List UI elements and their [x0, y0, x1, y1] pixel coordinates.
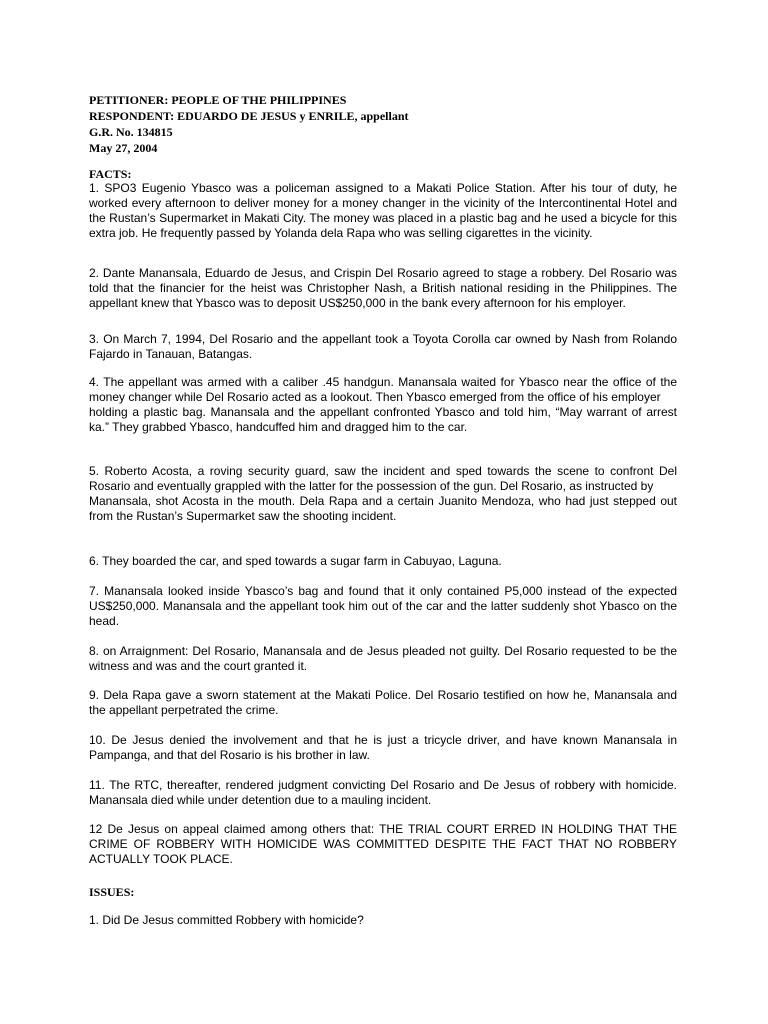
- fact-paragraph-1: 1. SPO3 Eugenio Ybasco was a policeman assigned to a Makati Police Station. After his tour of duty, he worked every afternoon to deliver money for a money changer in the vicinity of the Intercontinental Hotel and the Rustan’s Supermarket in Makati City. The money was placed in a plastic bag and he used a bicycle for this extra job. He frequently passed by Yolanda dela Rapa who was selling cigarettes in the vicinity.: [89, 181, 677, 240]
- respondent-line: RESPONDENT: EDUARDO DE JESUS y ENRILE, appellant: [89, 109, 409, 123]
- issue-1: 1. Did De Jesus committed Robbery with homicide?: [89, 913, 364, 927]
- petitioner-line: PETITIONER: PEOPLE OF THE PHILIPPINES: [89, 93, 347, 107]
- fact-paragraph-4-part-1: 4. The appellant was armed with a caliber .45 handgun. Manansala waited for Ybasco near the office of the money changer while Del Rosario acted as a lookout. Then Ybasco emerged from the office of his employer: [89, 375, 677, 404]
- fact-paragraph-4: [89, 375, 677, 435]
- case-header: [89, 92, 689, 156]
- issues-heading: ISSUES:: [89, 885, 135, 899]
- fact-paragraph-3: 3. On March 7, 1994, Del Rosario and the appellant took a Toyota Corolla car owned by Nash from Rolando Fajardo in Tanauan, Batangas.: [89, 332, 677, 361]
- fact-paragraph-7: 7. Manansala looked inside Ybasco’s bag and found that it only contained P5,000 instead of the expected US$250,000. Manansala and the appellant took him out of the car and the latter suddenly shot Ybasco on the head.: [89, 584, 677, 628]
- fact-paragraph-9: 9. Dela Rapa gave a sworn statement at the Makati Police. Del Rosario testified on how he, Manansala and the appellant perpetrated the crime.: [89, 688, 677, 717]
- gr-number-line: G.R. No. 134815: [89, 125, 173, 139]
- fact-paragraph-8: 8. on Arraignment: Del Rosario, Manansala and de Jesus pleaded not guilty. Del Rosario requested to be the witness and was and the court granted it.: [89, 644, 677, 673]
- fact-paragraph-12: 12 De Jesus on appeal claimed among others that: THE TRIAL COURT ERRED IN HOLDING THAT THE CRIME OF ROBBERY WITH HOMICIDE WAS COMMITTED DESPITE THE FACT THAT NO ROBBERY ACTUALLY TOOK PLACE.: [89, 822, 677, 866]
- fact-paragraph-4-part-2: holding a plastic bag. Manansala and the appellant confronted Ybasco and told him, “May warrant of arrest ka.” They grabbed Ybasco, handcuffed him and dragged him to the car.: [89, 405, 677, 434]
- fact-paragraph-11: 11. The RTC, thereafter, rendered judgment convicting Del Rosario and De Jesus of robbery with homicide. Manansala died while under detention due to a mauling incident.: [89, 778, 677, 807]
- fact-paragraph-10: 10. De Jesus denied the involvement and that he is just a tricycle driver, and have known Manansala in Pampanga, and that del Rosario is his brother in law.: [89, 733, 677, 762]
- facts-heading: FACTS:: [89, 167, 132, 181]
- fact-paragraph-6: 6. They boarded the car, and sped towards a sugar farm in Cabuyao, Laguna.: [89, 554, 502, 568]
- fact-paragraph-2: 2. Dante Manansala, Eduardo de Jesus, and Crispin Del Rosario agreed to stage a robbery. Del Rosario was told that the financier for the heist was Christopher Nash, a British national residing in the Philippines. The appellant knew that Ybasco was to deposit US$250,000 in the bank every afternoon for his employer.: [89, 266, 677, 310]
- decision-date-line: May 27, 2004: [89, 141, 158, 155]
- fact-paragraph-5-part-1: 5. Roberto Acosta, a roving security guard, saw the incident and sped towards the scene to confront Del Rosario and eventually grappled with the latter for the possession of the gun. Del Rosario, as instructed by: [89, 464, 677, 493]
- fact-paragraph-5: [89, 464, 677, 524]
- fact-paragraph-5-part-2: Manansala, shot Acosta in the mouth. Dela Rapa and a certain Juanito Mendoza, who had just stepped out from the Rustan’s Supermarket saw the shooting incident.: [89, 494, 677, 523]
